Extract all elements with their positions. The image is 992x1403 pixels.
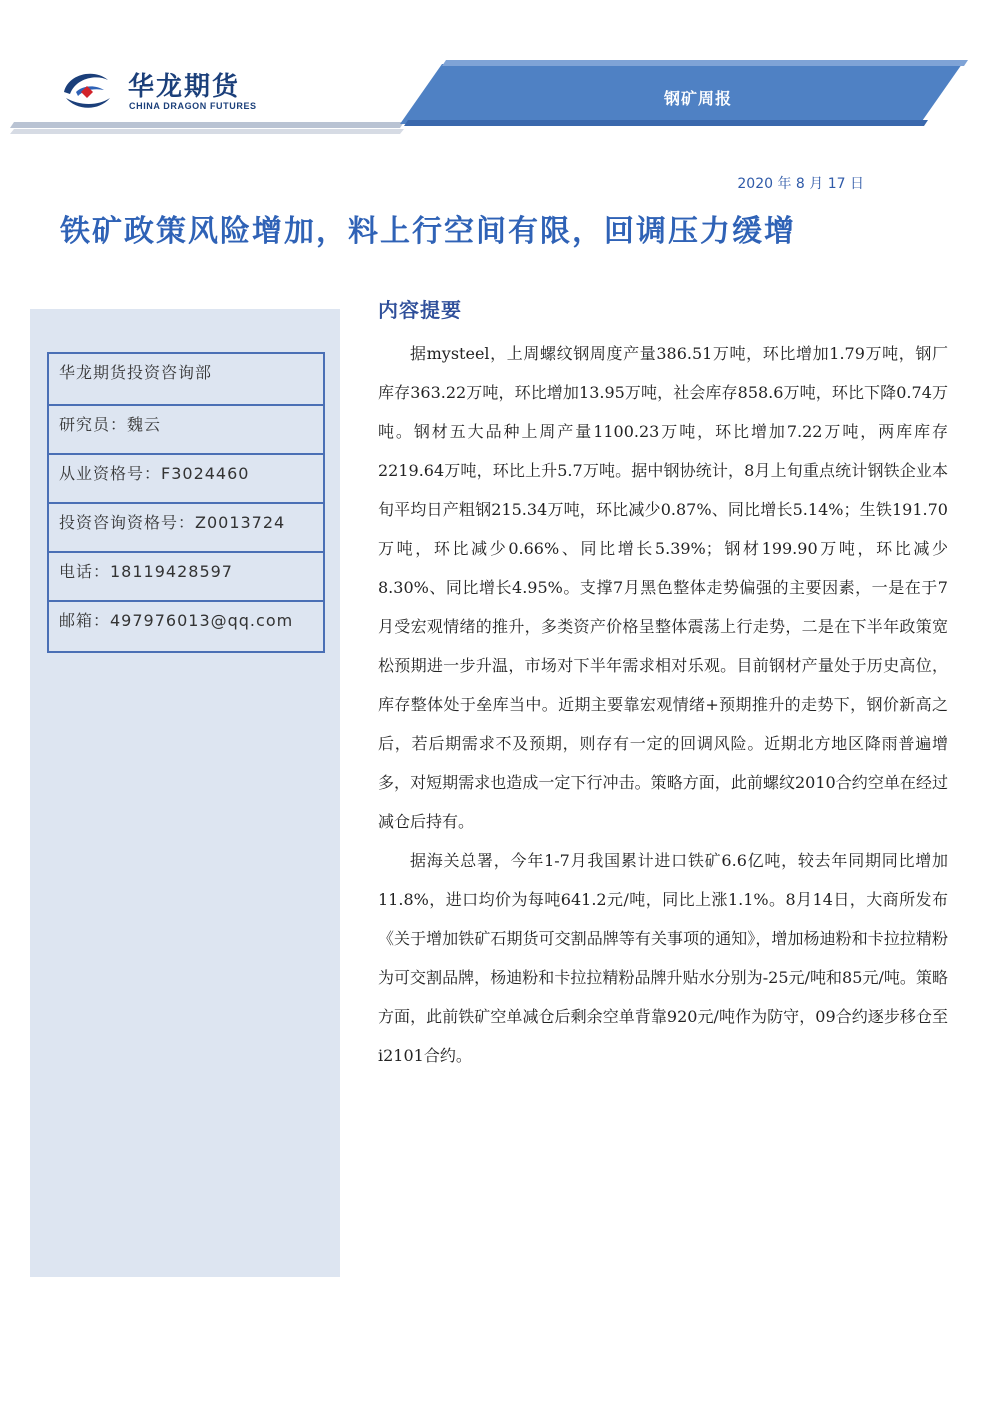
analyst-info-box [47, 352, 325, 653]
analyst-row [49, 406, 323, 455]
summary-heading: 内容提要 [378, 298, 462, 322]
department-text: 华龙期货投资咨询部 [59, 363, 213, 382]
page-header [0, 0, 992, 140]
summary-paragraph: 据海关总署，今年1-7月我国累计进口铁矿6.6亿吨，较去年同期同比增加11.8%，进口均价为每吨641.2元/吨，同比上涨1.1%。8月14日，大商所发布《关于增加铁矿石期货可交割品牌等有关事项的通知》，增加杨迪粉和卡拉拉精粉为可交割品牌，杨迪粉和卡拉拉精粉品牌升贴水分别为-25元/吨和85元/吨。策略方面，此前铁矿空单减仓后剩余空单背靠920元/吨作为防守，09合约逐步移仓至i2101合约。 [378, 851, 948, 1065]
summary-paragraph: 据mysteel，上周螺纹钢周度产量386.51万吨，环比增加1.79万吨，钢厂库存363.22万吨，环比增加13.95万吨，社会库存858.6万吨，环比下降0.74万吨。钢材五大品种上周产量1100.23万吨，环比增加7.22万吨，两库库存2219.64万吨，环比上升5.7万吨。据中钢协统计，8月上旬重点统计钢铁企业本旬平均日产粗钢215.34万吨，环比减少0.87%、同比增长5.14%；生铁191.70万吨，环比减少0.66%、同比增长5.39%；钢材199.90万吨，环比减少8.30%、同比增长4.95%。支撑7月黑色整体走势偏强的主要因素，一是在于7月受宏观情绪的推升，多类资产价格呈整体震荡上行走势，二是在下半年政策宽松预期进一步升温，市场对下半年需求相对乐观。目前钢材产量处于历史高位，库存整体处于垒库当中。近期主要靠宏观情绪+预期推升的走势下，钢价新高之后，若后期需求不及预期，则存有一定的回调风险。近期北方地区降雨普遍增多，对短期需求也造成一定下行冲击。策略方面，此前螺纹2010合约空单在经过减仓后持有。 [378, 344, 948, 831]
license-text: 从业资格号：F3024460 [59, 464, 250, 483]
logo-icon [58, 62, 116, 120]
email-row [49, 602, 323, 651]
license-row [49, 455, 323, 504]
email-text: 邮箱：497976013@qq.com [59, 611, 294, 630]
summary-content [378, 334, 948, 1075]
report-type-label: 钢矿周报 [664, 89, 733, 108]
phone-text: 电话：18119428597 [59, 562, 233, 581]
brand-name-en: CHINA DRAGON FUTURES [129, 101, 257, 111]
report-title: 铁矿政策风险增加，料上行空间有限，回调压力缓增 [60, 214, 796, 249]
report-date: 2020 年 8 月 17 日 [737, 176, 864, 192]
department-row [49, 354, 323, 406]
phone-row [49, 553, 323, 602]
advisory-license-text: 投资咨询资格号：Z0013724 [59, 513, 286, 532]
analyst-text: 研究员：魏云 [59, 415, 162, 434]
brand-name-cn: 华龙期货 [128, 72, 241, 102]
advisory-license-row [49, 504, 323, 553]
